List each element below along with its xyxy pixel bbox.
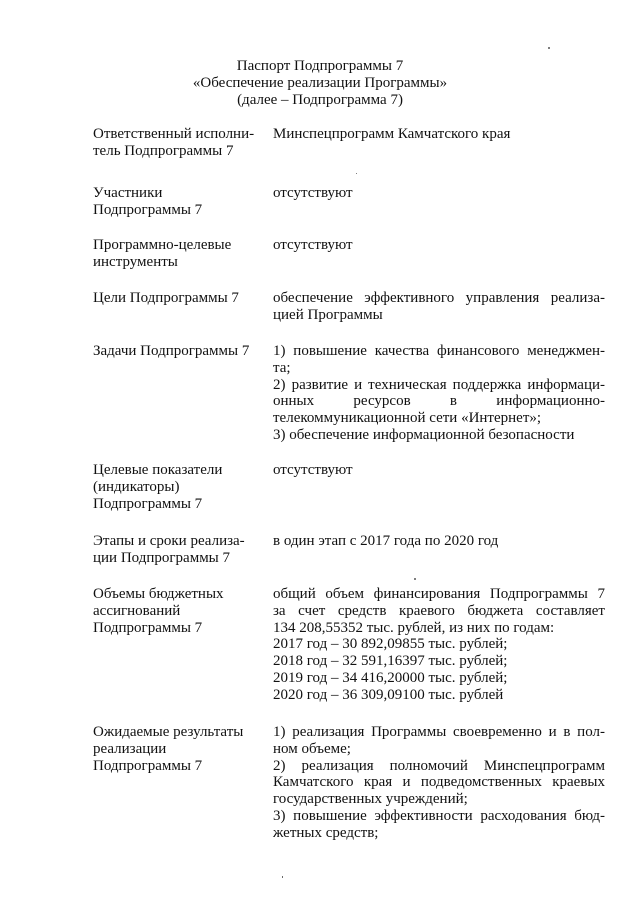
- row-value: [273, 126, 605, 143]
- row-label-line: тель Подпрограммы 7: [93, 142, 234, 159]
- title-line-2: «Обеспечение реализации Программы»: [192, 75, 448, 91]
- row-label-line: Целевые показатели: [93, 462, 223, 478]
- row-value-line: 2017 год – 30 892,09855 тыс. рублей;: [273, 636, 508, 653]
- row-value-line: 1) реализация Программы своевременно и в пол-: [273, 724, 605, 740]
- row-value-line: за счет средств краевого бюджета составляет: [273, 602, 605, 619]
- scan-speck: [414, 578, 416, 580]
- title-line-1: Паспорт Подпрограммы 7: [236, 58, 404, 74]
- row-value-line: 1) повышение качества финансового менеджмен-: [273, 343, 605, 359]
- row-label-line: Подпрограммы 7: [93, 495, 203, 512]
- row-label: [93, 462, 261, 512]
- row-label: [93, 126, 261, 160]
- row-label-line: Объемы бюджетных: [93, 586, 224, 602]
- row-value-line: Минспецпрограмм Камчатского края: [273, 126, 511, 142]
- row-label-line: Участники: [93, 185, 163, 201]
- row-value-line: цией Программы: [273, 306, 383, 323]
- row-value-line: 2) реализация полномочий Минспецпрограмм: [273, 757, 605, 774]
- row-label: [93, 237, 261, 271]
- row-label-line: Задачи Подпрограммы 7: [93, 343, 250, 359]
- row-label: [93, 343, 261, 360]
- row-value-line: 3) обеспечение информационной безопасности: [273, 426, 575, 443]
- row-label: [93, 290, 261, 307]
- row-label: [93, 724, 261, 774]
- scan-speck: [356, 173, 357, 174]
- row-value: [273, 237, 605, 254]
- row-label-line: Программно-целевые: [93, 237, 232, 253]
- row-value-line: в один этап с 2017 года по 2020 год: [273, 533, 499, 549]
- row-label: [93, 185, 261, 219]
- row-label: [93, 533, 261, 567]
- row-value: [273, 586, 605, 704]
- row-value-line: 134 208,55352 тыс. рублей, из них по годам:: [273, 619, 555, 636]
- title-line-3: (далее – Подпрограмма 7): [237, 92, 403, 108]
- row-value-line: ном объеме;: [273, 740, 351, 757]
- row-value-line: Камчатского края и подведомственных краевых: [273, 774, 605, 791]
- row-label-line: Подпрограммы 7: [93, 757, 203, 774]
- row-value-line: 2018 год – 32 591,16397 тыс. рублей;: [273, 653, 508, 670]
- row-value-line: общий объем финансирования Подпрограммы 7: [273, 586, 605, 602]
- row-value: [273, 724, 605, 842]
- row-label-line: (индикаторы): [93, 478, 180, 495]
- row-value-line: обеспечение эффективного управления реализа-: [273, 290, 605, 306]
- row-value-line: телекоммуникационной сети «Интернет»;: [273, 410, 542, 427]
- row-label-line: Подпрограммы 7: [93, 619, 203, 636]
- row-value-line: 2) развитие и техническая поддержка информаци-: [273, 376, 605, 393]
- row-value-line: 3) повышение эффективности расходования бюд-: [273, 807, 605, 824]
- row-value: [273, 343, 605, 444]
- row-label-line: инструменты: [93, 253, 178, 270]
- row-label-line: Ответственный исполни-: [93, 126, 255, 142]
- row-label-line: Цели Подпрограммы 7: [93, 290, 239, 306]
- row-value-line: 2020 год – 36 309,09100 тыс. рублей: [273, 686, 504, 703]
- document-title: [0, 58, 640, 109]
- row-label-line: Подпрограммы 7: [93, 201, 203, 218]
- row-value-line: жетных средств;: [273, 824, 379, 841]
- row-value-line: отсутствуют: [273, 185, 353, 201]
- scan-speck: [548, 47, 550, 49]
- row-value: [273, 462, 605, 479]
- row-value-line: онных ресурсов в информационно-: [273, 393, 605, 410]
- row-value: [273, 533, 605, 550]
- row-value-line: государственных учреждений;: [273, 791, 468, 808]
- row-value-line: отсутствуют: [273, 237, 353, 253]
- row-label-line: реализации: [93, 740, 167, 757]
- row-label: [93, 586, 261, 636]
- row-label-line: ции Подпрограммы 7: [93, 549, 231, 566]
- scan-speck: [282, 876, 283, 878]
- row-label-line: Этапы и сроки реализа-: [93, 533, 245, 549]
- row-label-line: ассигнований: [93, 602, 181, 619]
- row-label-line: Ожидаемые результаты: [93, 724, 244, 740]
- row-value-line: та;: [273, 359, 291, 376]
- row-value: [273, 185, 605, 202]
- row-value: [273, 290, 605, 324]
- row-value-line: отсутствуют: [273, 462, 353, 478]
- row-value-line: 2019 год – 34 416,20000 тыс. рублей;: [273, 669, 508, 686]
